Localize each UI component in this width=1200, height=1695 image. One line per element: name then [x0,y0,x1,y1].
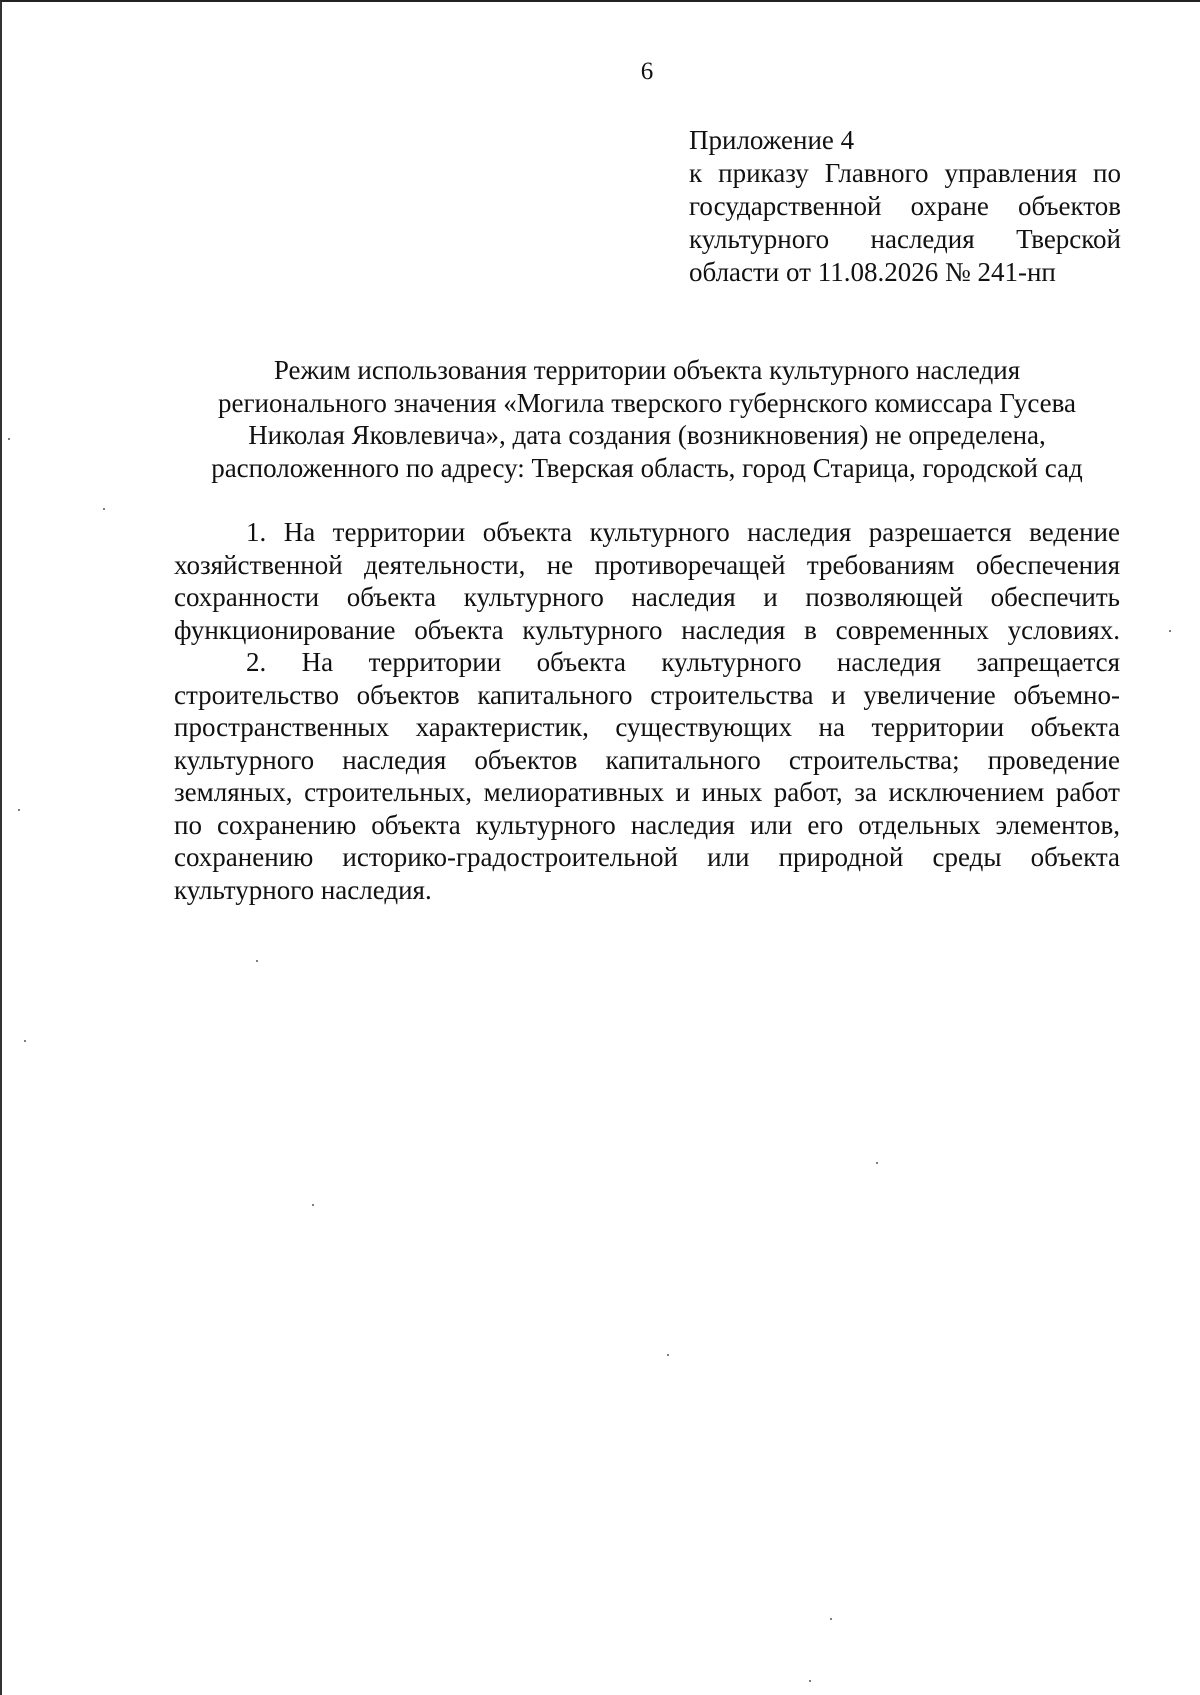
paragraph-line: земляных, строительных, мелиоративных и иных работ, за исключением работ [174,777,1120,807]
title-line: регионального значения «Могила тверского губернского комиссара Гусева [218,387,1076,418]
paragraph-line: функционирование объекта культурного наследия в современных условиях. [174,614,1120,645]
appendix-header [689,124,1121,289]
scan-speck [1169,630,1171,632]
paragraph-line: пространственных характеристик, существующих на территории объекта [174,712,1120,742]
paragraph-line: по сохранению объекта культурного наследия или его отдельных элементов, [174,809,1120,840]
scan-speck [8,438,10,440]
title-line: Николая Яковлевича», дата создания (возникновения) не определена, [248,420,1046,450]
paragraph-line: сохранению историко-градостроительной или природной среды объекта [174,842,1120,872]
scan-speck [256,960,258,962]
appendix-line: Приложение 4 [689,125,855,155]
document-body [174,516,1120,906]
scan-speck [18,809,20,811]
paragraph-line: строительство объектов капитального строительства и увеличение объемно- [174,679,1120,710]
paragraph-line: сохранности объекта культурного наследия и позволяющей обеспечить [174,582,1120,612]
scan-speck [830,1618,832,1620]
paragraph-line: хозяйственной деятельности, не противоречащей требованиям обеспечения [174,549,1120,580]
appendix-line: области от 11.08.2026 № 241-нп [689,257,1056,287]
scan-speck [876,1162,878,1164]
title-line: расположенного по адресу: Тверская область, город Старица, городской сад [211,452,1083,483]
scan-speck [24,1040,26,1042]
appendix-line: к приказу Главного управления по [689,158,1121,188]
appendix-line: государственной охране объектов [689,191,1121,221]
page-number: 6 [640,58,654,85]
paragraph-line: 2. На территории объекта культурного наследия запрещается [246,647,1120,677]
scan-speck [103,508,105,510]
scan-speck [809,1680,811,1682]
paragraph-line: культурного наследия. [174,874,432,905]
scan-speck [312,1204,314,1206]
paragraph-line: 1. На территории объекта культурного наследия разрешается ведение [246,517,1120,547]
appendix-line: культурного наследия Тверской [689,224,1121,254]
title-line: Режим использования территории объекта культурного наследия [273,355,1021,385]
paragraph-line: культурного наследия объектов капитального строительства; проведение [174,744,1120,775]
scan-speck [667,1354,669,1356]
paragraph-2 [174,646,1120,906]
paragraph-1 [174,516,1120,646]
document-title [170,354,1124,484]
